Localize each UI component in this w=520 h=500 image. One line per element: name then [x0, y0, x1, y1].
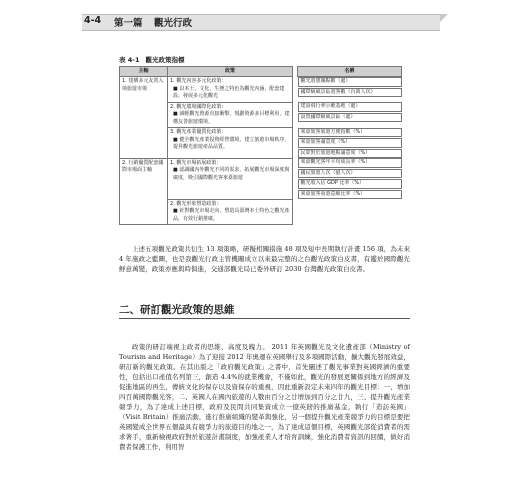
indicator-names — [298, 102, 402, 128]
part-label: 第一篇 — [114, 18, 143, 29]
table-row — [120, 158, 402, 199]
running-header — [82, 14, 440, 31]
policy-cell — [168, 102, 293, 128]
theme-cell: 2. 行銷優質配套國際市場面主軸 — [120, 158, 168, 225]
table-caption — [119, 55, 191, 64]
indicator-names — [298, 128, 402, 159]
indicator-name: 民眾對於旅遊地點滿意度（%） — [298, 149, 402, 159]
policy-description: ■ 認識國內外觀光不同的需求，拓展觀光市場深度與廣度，吸引國際觀光客來臺旅遊 — [173, 167, 290, 181]
indicator-name: 來臺旅客旅遊方便指數（%） — [298, 128, 402, 138]
policy-description: ■ 針對觀光市場走向，塑造具臺灣本土特色之觀光產品，有效行銷推廣。 — [173, 208, 290, 222]
table-header-row — [120, 67, 402, 77]
policy-heading: 2. 觀光形象塑造政策： — [170, 200, 222, 207]
theme-cell: 1. 建構多元友善入境旅遊市場 — [120, 77, 168, 159]
indicator-name: 國際級風景區遊客數（百萬人次） — [298, 88, 402, 98]
indicator-name: 設置國際級風景區（處） — [298, 113, 402, 123]
indicator-name: 觀光收入佔 GDP 比率（%） — [298, 179, 402, 189]
policy-description: ■ 減輕觀光資源直接衝擊，規劃資源多目標利用，建構友善旅遊環境。 — [173, 111, 290, 125]
header-policy: 政策 — [168, 67, 293, 77]
indicator-name: 來臺旅客重遊意願比率（%） — [298, 190, 402, 200]
policy-cell — [168, 77, 293, 103]
table-row — [120, 77, 402, 103]
indicator-name: 來臺旅客滿意度（%） — [298, 138, 402, 148]
indicator-name: 觀光遊憩據點數（處） — [298, 77, 402, 87]
table-caption-title: 觀光政策指標 — [145, 56, 185, 64]
policy-cell — [168, 199, 293, 225]
indicator-names — [298, 158, 402, 199]
indicator-name: 國民旅遊人次（億人次） — [298, 169, 402, 179]
body-paragraph: 上述五項觀光政策共衍生 13 項策略，研擬相關措施 48 項及短中長期執行計畫 156 項，為未來 4 年施政之藍圖，也是我觀光行政主管機關成立以來最完整的之台觀光政策白皮書，有鑑於國際觀光鮮意萬變，政策亦應與時俱進，交通部觀光局已委外研訂 2030 台灣觀光政策白皮書。 — [119, 244, 410, 273]
header-theme: 主軸 — [120, 67, 168, 77]
body-paragraph: 政策的研訂端視主政者的思維、高度及魄力。 2011 年英國觀光及文化遺產部（Ministry of Tourism and Heritage）為了迎接 2012 年奧運在英國舉行及多項國際活動，擴大觀光發展效益，研訂新的觀光政策。在其出版之「政府觀光政策」之書中，首先闡述了觀光事業對英國經濟的重要性，包括出口產值名列第三，創造 4.4%的就業機會，不僅如此，觀光的發展更關係到地方的經濟及促進地區的再生，傳統文化的保存以及資保存的重視，因此重新設定未來四年的觀光目標：一、增加四百萬國際觀光客，二、英國人在國內旅遊的人數由百分之廿增加到百分之廿九，三、提升觀光產業競爭力，為了達成上述目標，政府及民間共同集資成立一億英鎊的推廣基金，執行「造訪英國」（Visit Britain）推廣活動，進行推廣組織的變革與強化，另一個提升觀光產業競爭力的目標是要把英國變成全世界五個最具有競爭力的旅遊目的地之一，為了達成這個目標，英國觀光部從消費者的需求著手，重新檢視政府對於旅遊計畫制度，加強產業人才培育訓練，強化消費者資訊的回饋，做好消費者保護工作，利用智 — [119, 342, 410, 451]
table-caption-number: 表 4-1 — [119, 56, 140, 64]
header-corner-decoration — [440, 14, 448, 22]
policy-indicator-table — [119, 66, 402, 225]
section-divider — [119, 318, 410, 319]
chapter-title: 觀光行政 — [154, 18, 193, 29]
indicator-names — [298, 77, 402, 103]
indicator-name: 建設飛行傘示範基地（處） — [298, 102, 402, 112]
policy-heading: 2. 觀光環境國際化政策： — [170, 103, 227, 110]
policy-cell — [168, 128, 293, 159]
policy-heading: 3. 觀光產業優質化政策： — [170, 129, 227, 135]
policy-cell — [168, 158, 293, 199]
indicator-names — [298, 199, 402, 225]
page-number: 4-4 — [84, 15, 102, 26]
header-names: 名稱 — [298, 67, 402, 77]
policy-heading: 1. 觀光內容多元化政策： — [170, 78, 227, 84]
policy-description: ■ 健全觀光產業投資經營環境，建立旅遊市場秩序，提昇觀光旅遊產品品質。 — [173, 136, 290, 150]
section-heading: 二、研訂觀光政策的思維 — [119, 304, 235, 316]
policy-description: ■ 以本土、文化、生態之特色為觀光內涵，配套建設、發展多元化觀光 — [173, 85, 285, 99]
indicator-name: 來臺觀光客年平均成長率（%） — [298, 158, 402, 168]
policy-heading: 1. 觀光市場拓展政策： — [170, 159, 222, 166]
